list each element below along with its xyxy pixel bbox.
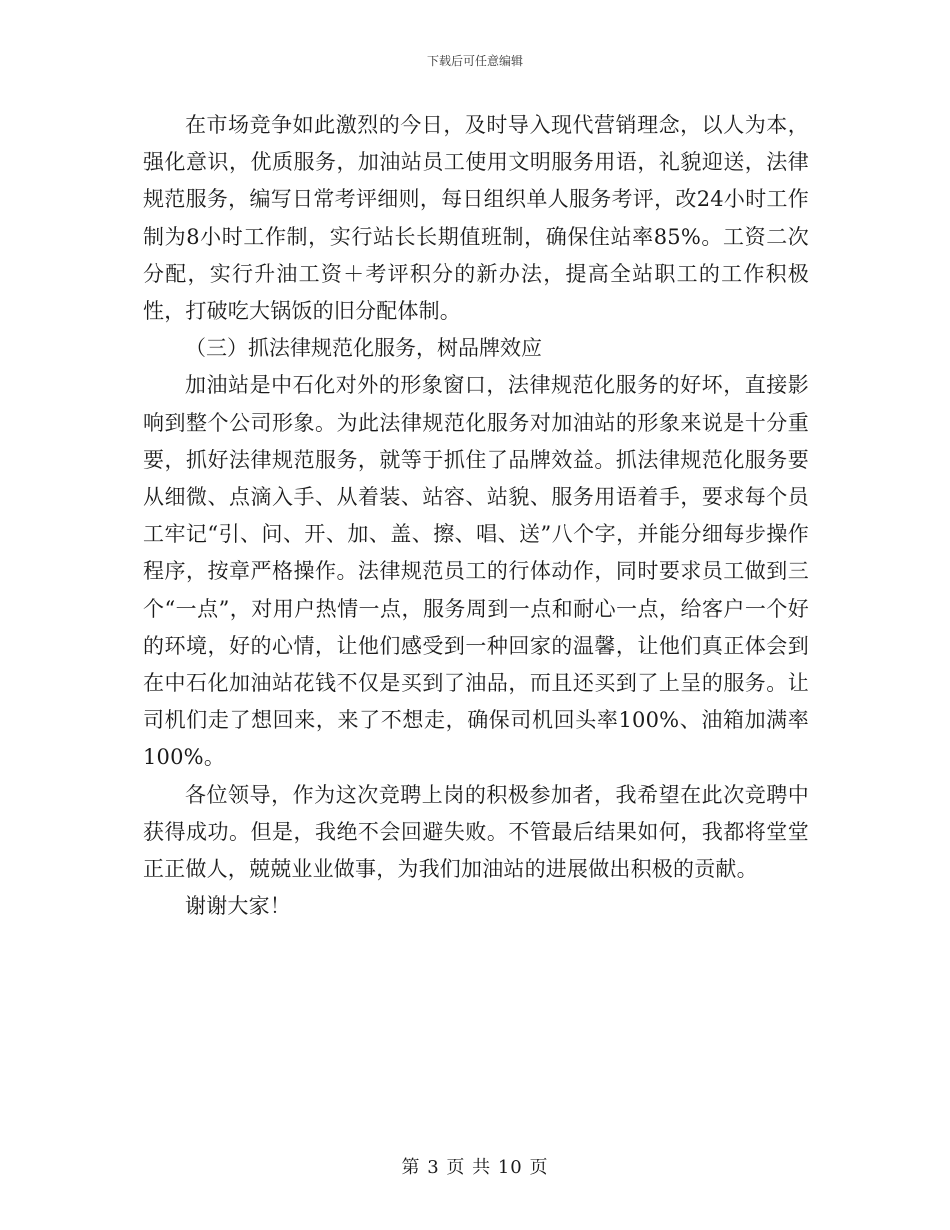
paragraph-standardized-service: 加油站是中石化对外的形象窗口，法律规范化服务的好坏，直接影响到整个公司形象。为此法律规范化服务对加油站的形象来说是十分重要，抓好法律规范服务，就等于抓住了品牌效益。抓法律规范化服务要从细微、点滴入手、从着装、站容、站貌、服务用语着手，要求每个员工牢记“引、问、开、加、盖、擦、唱、送”八个字，并能分细每步操作程序，按章严格操作。法律规范员工的行体动作，同时要求员工做到三个“一点”，对用户热情一点，服务周到一点和耐心一点，给客户一个好的环境，好的心情，让他们感受到一种回家的温馨，让他们真正体会到在中石化加油站花钱不仅是买到了油品，而且还买到了上呈的服务。让司机们走了想回来，来了不想走，确保司机回头率100%、油箱加满率100%。 [143, 373, 809, 770]
section-heading-three: （三）抓法律规范化服务，树品牌效应 [185, 336, 542, 361]
page-number: 第 3 页 共 10 页 [401, 1157, 549, 1178]
page-header: 下载后可任意编辑 [426, 54, 523, 68]
paragraph-closing-remarks: 各位领导，作为这次竞聘上岗的积极参加者，我希望在此次竞聘中获得成功。但是，我绝不会回避失败。不管最后结果如何，我都将堂堂正正做人，兢兢业业做事，为我们加油站的进展做出积极的贡献。 [143, 782, 809, 882]
paragraph-marketing: 在市场竞争如此激烈的今日，及时导入现代营销理念，以人为本，强化意识，优质服务，加油站员工使用文明服务用语，礼貌迎送，法律规范服务，编写日常考评细则，每日组织单人服务考评，改24小时工作制为8小时工作制，实行站长长期值班制，确保住站率85%。工资二次分配，实行升油工资＋考评积分的新办法，提高全站职工的工作积极性，打破吃大锅饭的旧分配体制。 [143, 113, 809, 324]
document-body [143, 107, 809, 925]
paragraph-thanks: 谢谢大家！ [185, 894, 291, 919]
